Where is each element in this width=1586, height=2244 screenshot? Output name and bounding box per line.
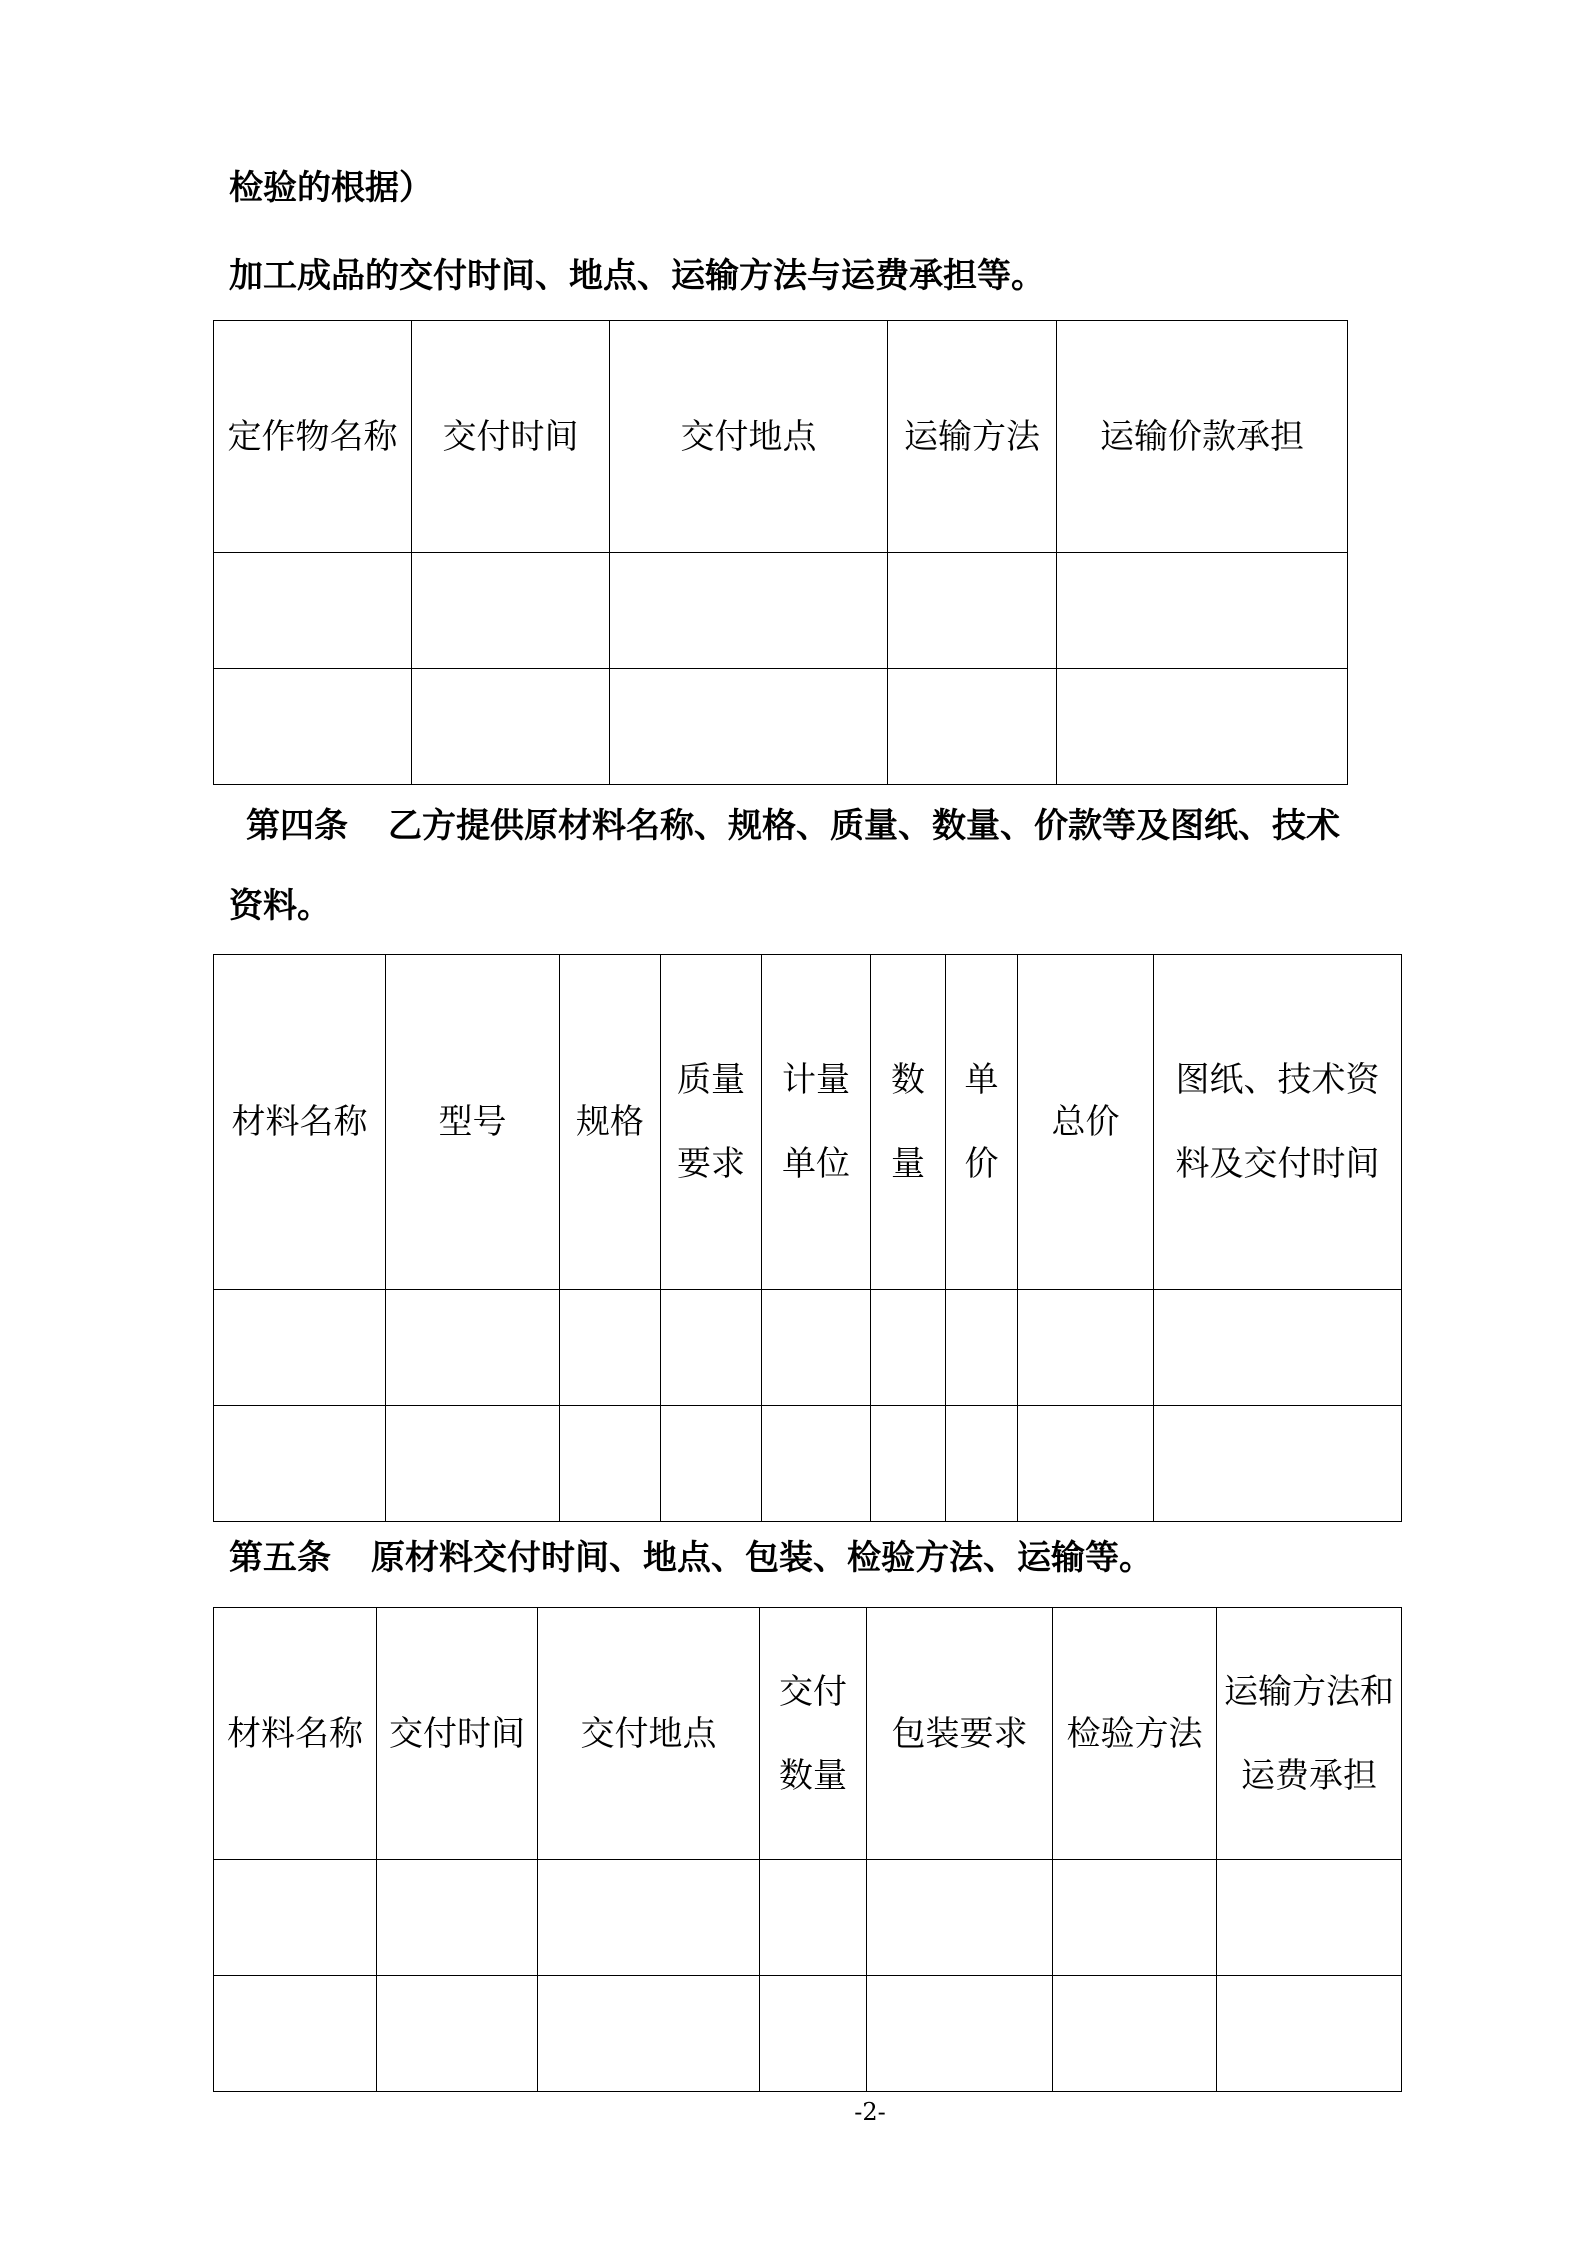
- header-cell: 检验方法: [1053, 1608, 1217, 1860]
- table-cell: [1057, 669, 1348, 785]
- table-row: [214, 1290, 1402, 1406]
- header-cell: 交付时间: [412, 321, 610, 553]
- table-cell: [1018, 1290, 1154, 1406]
- table-cell: [214, 1406, 386, 1522]
- article-5-heading: [229, 1530, 1153, 1579]
- table-cell: [661, 1290, 762, 1406]
- table-raw-materials: [213, 954, 1402, 1522]
- table-cell: [412, 553, 610, 669]
- table-cell: [1057, 553, 1348, 669]
- table-cell: [377, 1860, 538, 1976]
- table-row: [214, 553, 1348, 669]
- page-number: -2-: [854, 2098, 886, 2126]
- table-header-row: [214, 1608, 1402, 1860]
- table-finished-product-delivery: [213, 320, 1348, 785]
- header-cell: 单价: [946, 955, 1018, 1290]
- table-cell: [762, 1406, 871, 1522]
- article-text: 原材料交付时间、地点、包装、检验方法、运输等。: [371, 1538, 1153, 1578]
- table-cell: [214, 1976, 377, 2092]
- header-cell: 材料名称: [214, 1608, 377, 1860]
- table-cell: [610, 553, 888, 669]
- continuation-line: 检验的根据）: [229, 168, 433, 208]
- table-cell: [214, 1860, 377, 1976]
- table-header-row: [214, 321, 1348, 553]
- table-cell: [538, 1976, 760, 2092]
- header-cell: 包装要求: [867, 1608, 1053, 1860]
- table-cell: [377, 1976, 538, 2092]
- table-cell: [762, 1290, 871, 1406]
- table-row: [214, 669, 1348, 785]
- table-row: [214, 1406, 1402, 1522]
- table-cell: [760, 1976, 867, 2092]
- header-cell: 材料名称: [214, 955, 386, 1290]
- article-number: 第四条: [246, 806, 348, 846]
- header-cell: 交付地点: [610, 321, 888, 553]
- table-cell: [760, 1860, 867, 1976]
- table-cell: [538, 1860, 760, 1976]
- article-text: 乙方提供原材料名称、规格、质量、数量、价款等及图纸、技术: [388, 806, 1340, 846]
- header-cell: 质量要求: [661, 955, 762, 1290]
- table-cell: [871, 1406, 946, 1522]
- table-cell: [1018, 1406, 1154, 1522]
- table-cell: [386, 1290, 560, 1406]
- table-cell: [214, 553, 412, 669]
- header-cell: 型号: [386, 955, 560, 1290]
- table-cell: [1217, 1860, 1402, 1976]
- article-number: 第五条: [229, 1538, 331, 1578]
- table-cell: [214, 1290, 386, 1406]
- table-cell: [610, 669, 888, 785]
- table-cell: [1217, 1976, 1402, 2092]
- header-cell: 总价: [1018, 955, 1154, 1290]
- section-heading-delivery: 加工成品的交付时间、地点、运输方法与运费承担等。: [229, 256, 1045, 296]
- table-cell: [888, 669, 1057, 785]
- header-cell: 运输方法: [888, 321, 1057, 553]
- table-cell: [1154, 1290, 1402, 1406]
- table-cell: [946, 1406, 1018, 1522]
- table-cell: [946, 1290, 1018, 1406]
- header-cell: 运输价款承担: [1057, 321, 1348, 553]
- table-cell: [867, 1860, 1053, 1976]
- table-cell: [661, 1406, 762, 1522]
- header-cell: 运输方法和运费承担: [1217, 1608, 1402, 1860]
- table-header-row: [214, 955, 1402, 1290]
- table-cell: [888, 553, 1057, 669]
- header-cell: 图纸、技术资料及交付时间: [1154, 955, 1402, 1290]
- header-cell: 定作物名称: [214, 321, 412, 553]
- table-cell: [412, 669, 610, 785]
- table-cell: [214, 669, 412, 785]
- table-cell: [1053, 1860, 1217, 1976]
- table-material-delivery: [213, 1607, 1402, 2092]
- table-cell: [1053, 1976, 1217, 2092]
- header-cell: 交付地点: [538, 1608, 760, 1860]
- table-cell: [560, 1406, 661, 1522]
- table-cell: [1154, 1406, 1402, 1522]
- header-cell: 规格: [560, 955, 661, 1290]
- table-row: [214, 1976, 1402, 2092]
- table-cell: [867, 1976, 1053, 2092]
- table-cell: [560, 1290, 661, 1406]
- table-cell: [871, 1290, 946, 1406]
- table-cell: [386, 1406, 560, 1522]
- header-cell: 数量: [871, 955, 946, 1290]
- header-cell: 计量单位: [762, 955, 871, 1290]
- article-4-continuation: 资料。: [229, 886, 331, 926]
- table-row: [214, 1860, 1402, 1976]
- header-cell: 交付数量: [760, 1608, 867, 1860]
- header-cell: 交付时间: [377, 1608, 538, 1860]
- article-4-heading: [246, 798, 1340, 847]
